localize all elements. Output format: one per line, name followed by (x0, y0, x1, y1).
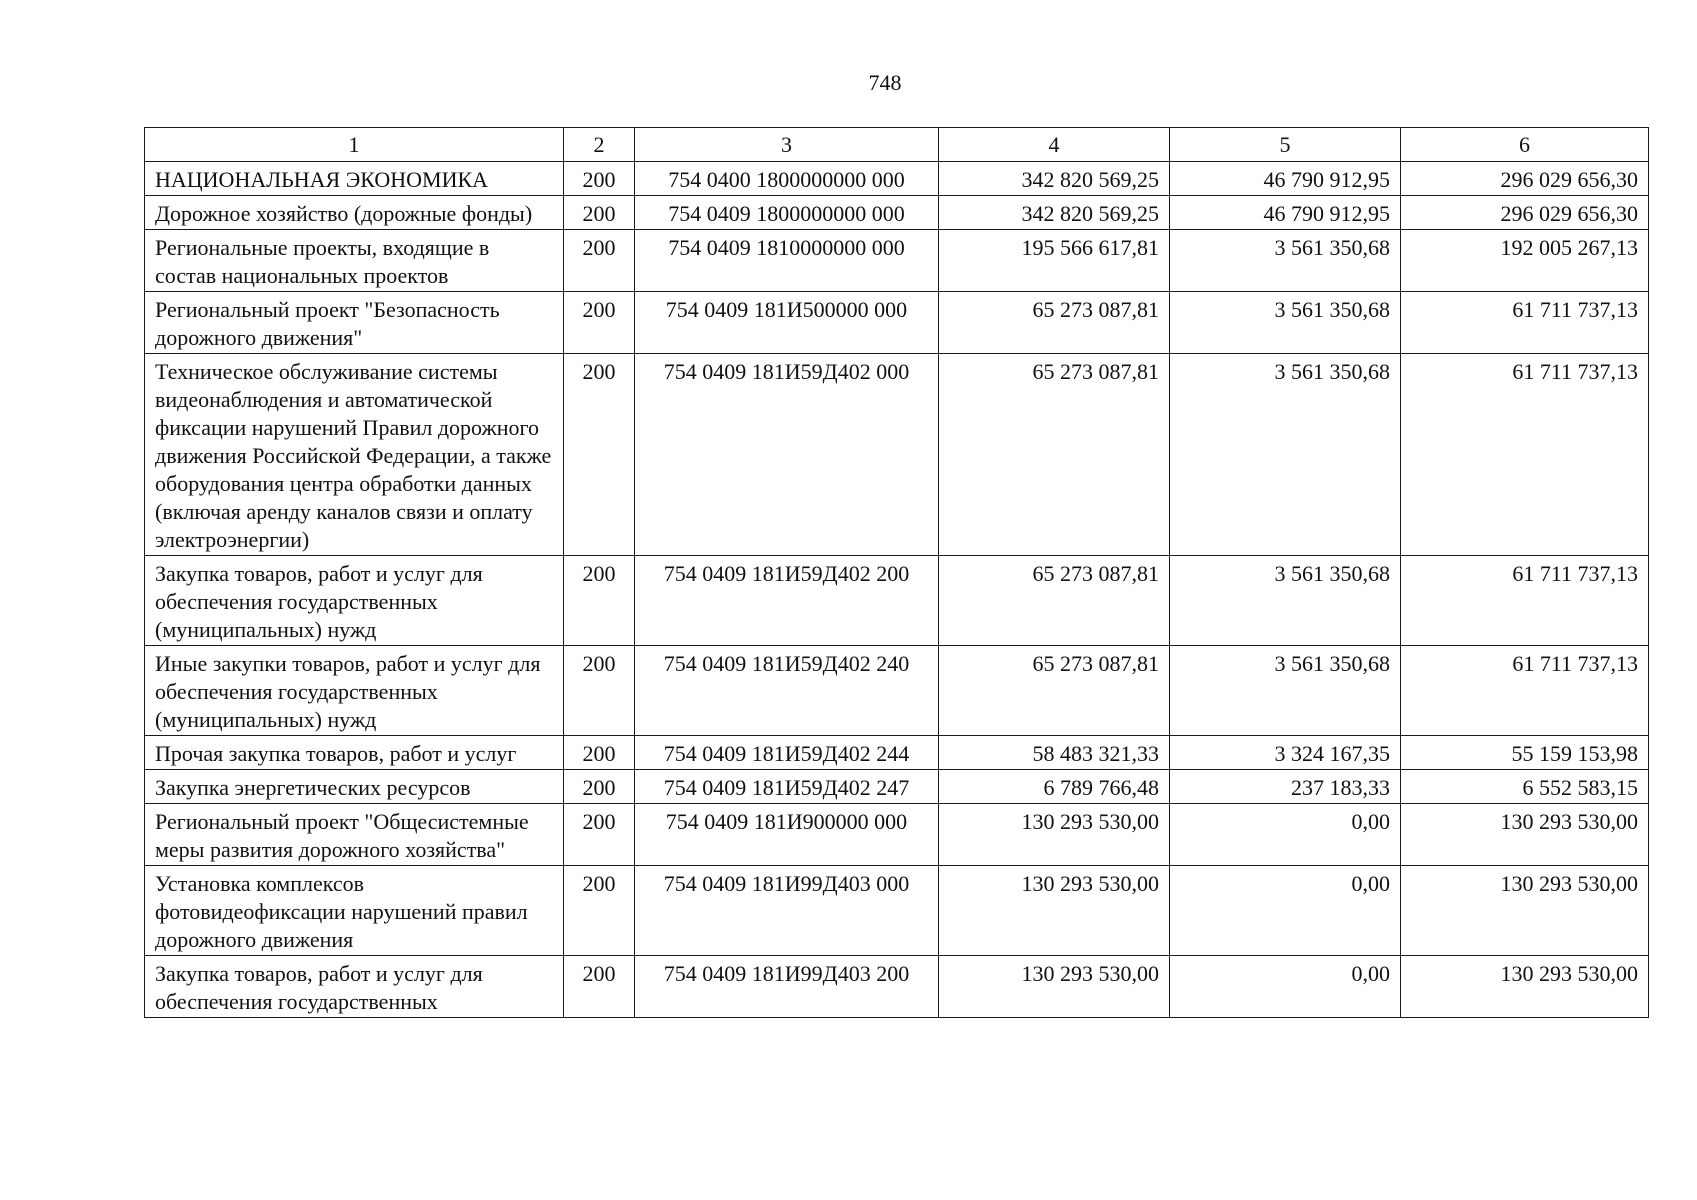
row-value-4: 130 293 530,00 (939, 866, 1170, 956)
row-value-4: 65 273 087,81 (939, 354, 1170, 556)
row-code: 200 (564, 556, 635, 646)
table-row (145, 866, 1649, 956)
row-value-4: 195 566 617,81 (939, 230, 1170, 292)
column-header: 1 (145, 128, 564, 162)
row-value-6: 61 711 737,13 (1401, 556, 1649, 646)
row-value-4: 58 483 321,33 (939, 736, 1170, 770)
row-value-5: 237 183,33 (1170, 770, 1401, 804)
row-classification: 754 0409 1800000000 000 (635, 196, 939, 230)
column-header: 5 (1170, 128, 1401, 162)
row-value-6: 61 711 737,13 (1401, 646, 1649, 736)
row-value-4: 130 293 530,00 (939, 956, 1170, 1018)
row-value-6: 61 711 737,13 (1401, 354, 1649, 556)
table-row (145, 556, 1649, 646)
table-row (145, 956, 1649, 1018)
row-value-6: 296 029 656,30 (1401, 196, 1649, 230)
row-value-5: 3 561 350,68 (1170, 230, 1401, 292)
row-value-6: 6 552 583,15 (1401, 770, 1649, 804)
table-row (145, 770, 1649, 804)
row-value-5: 46 790 912,95 (1170, 162, 1401, 196)
row-code: 200 (564, 292, 635, 354)
table-row (145, 354, 1649, 556)
budget-table (144, 127, 1649, 1018)
row-classification: 754 0400 1800000000 000 (635, 162, 939, 196)
row-name: Закупка товаров, работ и услуг для обеспечения государственных (муниципальных) нужд (145, 556, 564, 646)
column-header: 2 (564, 128, 635, 162)
row-name: Региональный проект "Общесистемные меры развития дорожного хозяйства" (145, 804, 564, 866)
page-number: 748 (868, 70, 902, 95)
row-classification: 754 0409 181И59Д402 244 (635, 736, 939, 770)
table-row (145, 736, 1649, 770)
row-name: Закупка товаров, работ и услуг для обеспечения государственных (145, 956, 564, 1018)
row-name: Дорожное хозяйство (дорожные фонды) (145, 196, 564, 230)
row-value-4: 65 273 087,81 (939, 556, 1170, 646)
row-classification: 754 0409 181И500000 000 (635, 292, 939, 354)
row-code: 200 (564, 354, 635, 556)
row-code: 200 (564, 770, 635, 804)
row-value-6: 130 293 530,00 (1401, 956, 1649, 1018)
row-name: Закупка энергетических ресурсов (145, 770, 564, 804)
column-header: 4 (939, 128, 1170, 162)
table-header-row (145, 128, 1649, 162)
row-name: Прочая закупка товаров, работ и услуг (145, 736, 564, 770)
row-code: 200 (564, 956, 635, 1018)
row-classification: 754 0409 181И99Д403 200 (635, 956, 939, 1018)
row-code: 200 (564, 866, 635, 956)
row-code: 200 (564, 646, 635, 736)
row-value-4: 65 273 087,81 (939, 292, 1170, 354)
row-name: Установка комплексов фотовидеофиксации нарушений правил дорожного движения (145, 866, 564, 956)
row-code: 200 (564, 230, 635, 292)
row-value-4: 65 273 087,81 (939, 646, 1170, 736)
row-value-6: 192 005 267,13 (1401, 230, 1649, 292)
row-classification: 754 0409 181И59Д402 240 (635, 646, 939, 736)
row-value-5: 3 561 350,68 (1170, 354, 1401, 556)
table-row (145, 804, 1649, 866)
row-value-5: 3 561 350,68 (1170, 556, 1401, 646)
row-code: 200 (564, 162, 635, 196)
column-header: 6 (1401, 128, 1649, 162)
row-value-5: 0,00 (1170, 804, 1401, 866)
row-value-6: 55 159 153,98 (1401, 736, 1649, 770)
row-name: Региональный проект "Безопасность дорожного движения" (145, 292, 564, 354)
row-name: Региональные проекты, входящие в состав национальных проектов (145, 230, 564, 292)
column-header: 3 (635, 128, 939, 162)
row-value-6: 61 711 737,13 (1401, 292, 1649, 354)
row-classification: 754 0409 1810000000 000 (635, 230, 939, 292)
row-value-4: 6 789 766,48 (939, 770, 1170, 804)
row-classification: 754 0409 181И59Д402 200 (635, 556, 939, 646)
row-code: 200 (564, 736, 635, 770)
row-classification: 754 0409 181И59Д402 000 (635, 354, 939, 556)
row-classification: 754 0409 181И59Д402 247 (635, 770, 939, 804)
row-value-5: 0,00 (1170, 866, 1401, 956)
row-code: 200 (564, 804, 635, 866)
row-name: НАЦИОНАЛЬНАЯ ЭКОНОМИКА (145, 162, 564, 196)
row-classification: 754 0409 181И99Д403 000 (635, 866, 939, 956)
table-row (145, 196, 1649, 230)
row-value-6: 296 029 656,30 (1401, 162, 1649, 196)
row-value-5: 46 790 912,95 (1170, 196, 1401, 230)
row-value-5: 0,00 (1170, 956, 1401, 1018)
table-row (145, 292, 1649, 354)
row-value-4: 342 820 569,25 (939, 196, 1170, 230)
row-value-4: 342 820 569,25 (939, 162, 1170, 196)
row-value-5: 3 561 350,68 (1170, 646, 1401, 736)
table-row (145, 646, 1649, 736)
row-code: 200 (564, 196, 635, 230)
table-row (145, 162, 1649, 196)
row-value-4: 130 293 530,00 (939, 804, 1170, 866)
row-value-5: 3 561 350,68 (1170, 292, 1401, 354)
row-name: Иные закупки товаров, работ и услуг для обеспечения государственных (муниципальных) нужд (145, 646, 564, 736)
row-classification: 754 0409 181И900000 000 (635, 804, 939, 866)
row-name: Техническое обслуживание системы видеонаблюдения и автоматической фиксации нарушений Правил дорожного движения Российской Федерации, а также оборудования центра обработки данных (включая аренду каналов связи и оплату электроэнергии) (145, 354, 564, 556)
row-value-6: 130 293 530,00 (1401, 866, 1649, 956)
row-value-6: 130 293 530,00 (1401, 804, 1649, 866)
row-value-5: 3 324 167,35 (1170, 736, 1401, 770)
table-row (145, 230, 1649, 292)
